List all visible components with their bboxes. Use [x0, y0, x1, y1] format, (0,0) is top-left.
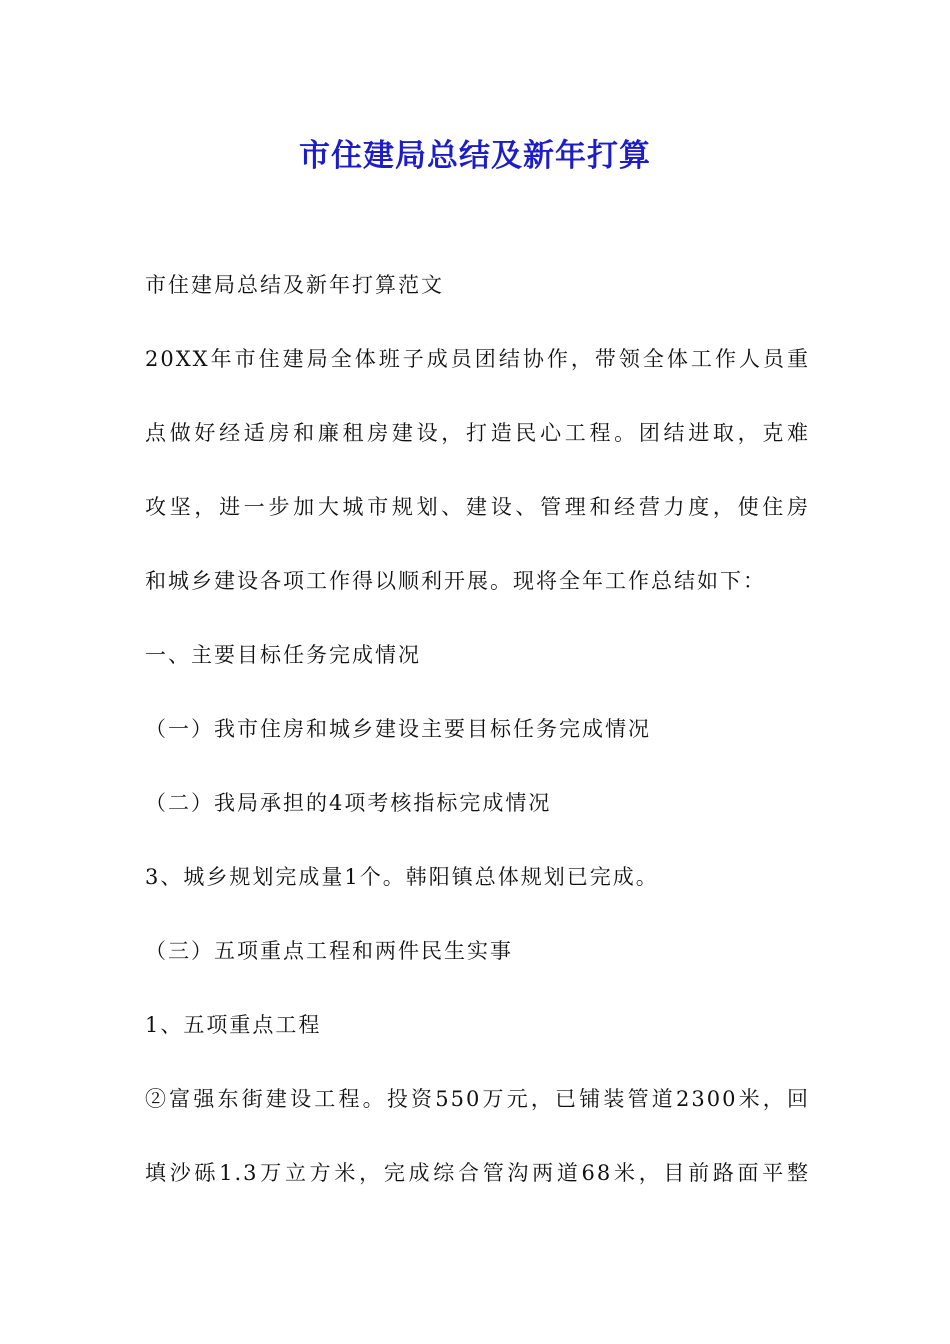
section-heading: 一、主要目标任务完成情况 [145, 643, 421, 667]
list-heading: 1、五项重点工程 [145, 1013, 322, 1037]
paragraph-line: 攻坚，进一步加大城市规划、建设、管理和经营力度，使住房 [145, 495, 810, 519]
paragraph-line: 点做好经适房和廉租房建设，打造民心工程。团结进取，克难 [145, 421, 810, 445]
subsection-heading: （二）我局承担的4项考核指标完成情况 [145, 791, 552, 815]
document-body [145, 248, 810, 1210]
paragraph-line: 和城乡建设各项工作得以顺利开展。现将全年工作总结如下： [145, 569, 766, 593]
paragraph-line: 3、城乡规划完成量1个。韩阳镇总体规划已完成。 [145, 865, 659, 889]
document-title: 市住建局总结及新年打算 [299, 138, 651, 174]
paragraph-line: ②富强东街建设工程。投资550万元，已铺装管道2300米，回 [145, 1087, 810, 1111]
subsection-heading: （一）我市住房和城乡建设主要目标任务完成情况 [145, 717, 651, 741]
subtitle-line: 市住建局总结及新年打算范文 [145, 273, 444, 297]
paragraph-line: 20XX年市住建局全体班子成员团结协作，带领全体工作人员重 [145, 347, 810, 371]
subsection-heading: （三）五项重点工程和两件民生实事 [145, 939, 513, 963]
paragraph-line: 填沙砾1.3万立方米，完成综合管沟两道68米，目前路面平整 [145, 1161, 810, 1185]
